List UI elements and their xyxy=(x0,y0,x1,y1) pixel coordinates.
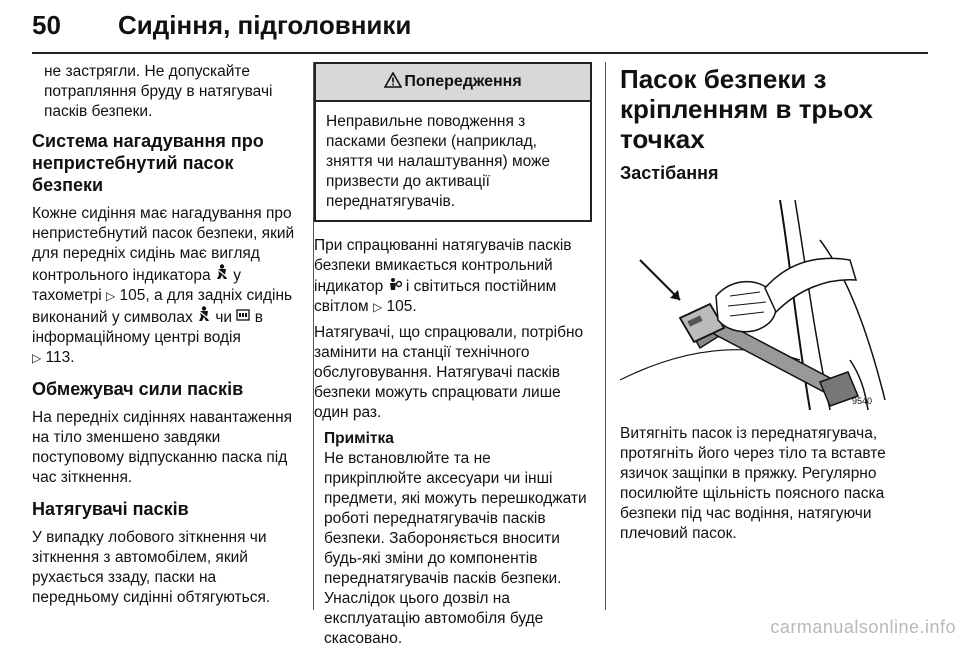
seatbelt-icon xyxy=(215,264,229,285)
section-title-force-limiter: Обмежувач сили пасків xyxy=(32,379,244,399)
buckling-instructions: Витягніть пасок із переднатягувача, протягніть його через тіло та вставте язичок защіпки в пряжку. Регулярно посилюйте щільність поясного паска безпеки під час водіння, натягуючи плечовий пасок. xyxy=(620,425,886,542)
pretensioner-indicator-icon xyxy=(388,276,402,296)
image-code: 9540 xyxy=(852,396,873,406)
column-3 xyxy=(620,62,900,544)
activation-text-a: При спрацюванні натягувачів пасків безпеки вмикається контрольний індикатор xyxy=(314,237,572,295)
section-heading: Пасок безпеки з кріпленням в трьох точках xyxy=(620,64,873,154)
warning-box xyxy=(314,62,592,222)
column-1 xyxy=(32,62,302,608)
warning-icon xyxy=(384,72,402,93)
section-title-reminder: Система нагадування про непристебнутий пасок безпеки xyxy=(32,131,264,195)
seat-row-icon xyxy=(236,307,250,327)
note-title: Примітка xyxy=(324,430,394,447)
reminder-text-b: у тахометрі xyxy=(32,267,241,304)
intro-text: не застрягли. Не допускайте потрапляння бруду в натягувачі пасків безпеки. xyxy=(44,63,273,120)
reminder-text-a: Кожне сидіння має нагадування про непристебнутий пасок безпеки, який для передніх сидінь має вигляд контрольного індикатора xyxy=(32,205,295,284)
section-title-pretensioners: Натягувачі пасків xyxy=(32,499,189,519)
warning-header xyxy=(316,64,590,102)
ref-arrow-icon-3: ▷ xyxy=(373,300,383,314)
pretensioners-text: У випадку лобового зіткнення чи зіткнення з автомобілем, який рухається ззаду, паски на передньому сидінні обтягуються. xyxy=(32,529,271,606)
reminder-ref-2: 113. xyxy=(45,349,75,366)
ref-arrow-icon-2: ▷ xyxy=(32,351,42,365)
seatbelt-buckling-illustration xyxy=(620,200,888,410)
activation-text xyxy=(314,236,592,317)
reminder-text xyxy=(32,204,302,368)
column-divider-2 xyxy=(605,62,606,610)
note-text: Не встановлюйте та не прикріплюйте аксесуари чи інші предмети, які можуть перешкоджати роботі переднатягувачів пасків безпеки. Забороняється вносити будь-які зміни до компонентів переднатягувачів пасків безпеки. Унаслідок цього дозвіл на експлуатацію автомобіля буде скасовано. xyxy=(324,450,587,647)
reminder-text-d: в інформаційному центрі водія xyxy=(32,309,263,346)
replacement-text: Натягувачі, що спрацювали, потрібно замінити на станції технічного обслуговування. Натягувачі пасків безпеки можуть спрацювати лише один раз. xyxy=(314,324,584,421)
force-limiter-text: На передніх сидіннях навантаження на тіло зменшено завдяки поступовому відпусканню паска під час зіткнення. xyxy=(32,409,293,486)
page-title: Сидіння, підголовники xyxy=(118,10,412,40)
subsection-heading: Застібання xyxy=(620,163,719,183)
rear-seatbelt-icon xyxy=(197,306,211,327)
warning-title: Попередження xyxy=(404,73,522,90)
header-rule xyxy=(32,52,928,54)
reminder-text-c: чи xyxy=(215,309,233,326)
reminder-ref-1: 105, а для задніх сидінь виконаний у символах xyxy=(32,287,293,326)
ref-arrow-icon: ▷ xyxy=(105,289,116,303)
page-number: 50 xyxy=(32,10,61,40)
page-header xyxy=(32,4,928,56)
activation-ref: 105. xyxy=(386,298,417,315)
activation-text-b: і світиться постійним світлом xyxy=(314,278,557,315)
column-2 xyxy=(314,62,592,649)
note-block xyxy=(314,429,592,649)
watermark: carmanualsonline.info xyxy=(770,617,956,637)
warning-text: Неправильне поводження з пасками безпеки (наприклад, зняття чи налаштування) може призвести до активації переднатягувачів. xyxy=(326,113,551,210)
